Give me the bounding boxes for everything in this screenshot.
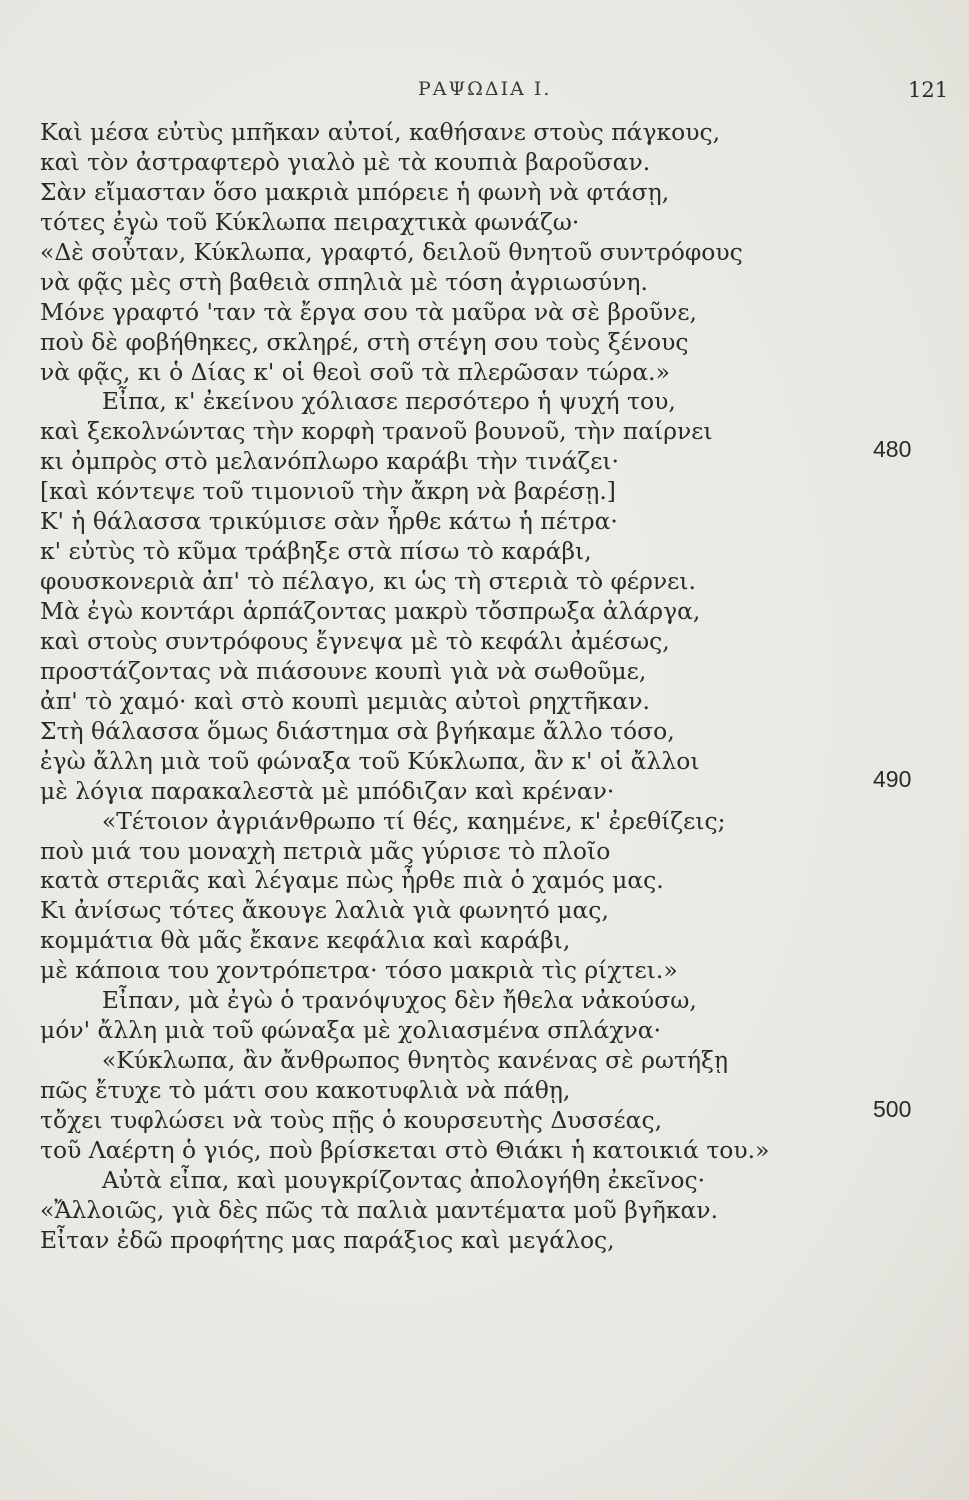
verse-line: Μόνε γραφτό 'ταν τὰ ἔργα σου τὰ μαῦρα νὰ σὲ βροῦνε,	[40, 297, 697, 326]
verse-line: μόν' ἄλλη μιὰ τοῦ φώναξα μὲ χολιασμένα σπλάχνα·	[40, 1016, 662, 1045]
verse-line: Στὴ θάλασσα ὅμως διάστημα σὰ βγήκαμε ἄλλο τόσο,	[40, 716, 675, 745]
verse-line: Σὰν εἴμασταν ὅσο μακριὰ μπόρειε ἡ φωνὴ νὰ φτάσῃ,	[40, 177, 670, 206]
verse-line: [καὶ κόντεψε τοῦ τιμονιοῦ τὴν ἄκρη νὰ βαρέσῃ.]	[40, 477, 616, 506]
verse-line: «Δὲ σοὖταν, Κύκλωπα, γραφτό, δειλοῦ θνητοῦ συντρόφους	[40, 237, 743, 266]
verse-block	[40, 118, 870, 1256]
verse-line: τὄχει τυφλώσει νὰ τοὺς πῇς ὁ κουρσευτὴς Δυσσέας,	[40, 1105, 663, 1134]
verse-line: κατὰ στεριᾶς καὶ λέγαμε πὼς ἦρθε πιὰ ὁ χαμός μας.	[40, 866, 664, 895]
verse-line: μὲ κάποια του χοντρόπετρα· τόσο μακριὰ τὶς ρίχτει.»	[40, 956, 678, 985]
verse-line: Κ' ἡ θάλασσα τρικύμισε σὰν ἦρθε κάτω ἡ πέτρα·	[40, 507, 618, 536]
verse-line: ἀπ' τὸ χαμό· καὶ στὸ κουπὶ μεμιὰς αὐτοὶ ρηχτῆκαν.	[40, 686, 650, 715]
verse-line: τότες ἐγὼ τοῦ Κύκλωπα πειραχτικὰ φωνάζω·	[40, 207, 580, 236]
verse-line: νὰ φᾷς μὲς στὴ βαθειὰ σπηλιὰ μὲ τόση ἀγριωσύνη.	[40, 267, 648, 296]
line-number: 490	[873, 766, 912, 792]
verse-line: προστάζοντας νὰ πιάσουνε κουπὶ γιὰ νὰ σωθοῦμε,	[40, 656, 647, 685]
page-number: 121	[908, 78, 949, 102]
verse-line: Εἶταν ἐδῶ προφήτης μας παράξιος καὶ μεγάλος,	[40, 1225, 615, 1254]
verse-line: ποὺ δὲ φοβήθηκες, σκληρέ, στὴ στέγη σου τοὺς ξένους	[40, 327, 689, 356]
verse-line: νὰ φᾷς, κι ὁ Δίας κ' οἱ θεοὶ σοῦ τὰ πλερῶσαν τώρα.»	[40, 357, 670, 386]
verse-line: μὲ λόγια παρακαλεστὰ μὲ μπόδιζαν καὶ κρέναν·	[40, 776, 615, 805]
verse-line: τοῦ Λαέρτη ὁ γιός, ποὺ βρίσκεται στὸ Θιάκι ἡ κατοικιά του.»	[40, 1135, 770, 1164]
verse-line: κι ὀμπρὸς στὸ μελανόπλωρο καράβι τὴν τινάζει·	[40, 447, 619, 476]
verse-line: Αὐτὰ εἶπα, καὶ μουγκρίζοντας ἀπολογήθη ἐκεῖνος·	[101, 1165, 706, 1194]
verse-line: πῶς ἔτυχε τὸ μάτι σου κακοτυφλιὰ νὰ πάθῃ,	[40, 1076, 571, 1104]
verse-line: Εἶπα, κ' ἐκείνου χόλιασε περσότερο ἡ ψυχή του,	[101, 387, 676, 416]
verse-line: ποὺ μιά του μοναχὴ πετριὰ μᾶς γύρισε τὸ πλοῖο	[40, 836, 611, 865]
verse-line: «Ἄλλοιῶς, γιὰ δὲς πῶς τὰ παλιὰ μαντέματα μοῦ βγῆκαν.	[40, 1195, 719, 1224]
verse-line: κ' εὐτὺς τὸ κῦμα τράβηξε στὰ πίσω τὸ καράβι,	[40, 537, 592, 566]
verse-line: Εἶπαν, μὰ ἐγὼ ὁ τρανόψυχος δὲν ἤθελα νἀκούσω,	[101, 986, 697, 1015]
verse-line: Κι ἀνίσως τότες ἄκουγε λαλιὰ γιὰ φωνητό μας,	[40, 896, 609, 925]
verse-line: κομμάτια θὰ μᾶς ἔκανε κεφάλια καὶ καράβι,	[40, 926, 571, 955]
verse-line: Μὰ ἐγὼ κοντάρι ἁρπάζοντας μακρὺ τὄσπρωξα ἀλάργα,	[40, 597, 701, 625]
verse-line: καὶ ξεκολνώντας τὴν κορφὴ τρανοῦ βουνοῦ, τὴν παίρνει	[40, 417, 713, 446]
verse-line: καὶ τὸν ἀστραφτερὸ γιαλὸ μὲ τὰ κουπιὰ βαροῦσαν.	[40, 147, 651, 176]
verse-line: «Τέτοιον ἀγριάνθρωπο τί θές, καημένε, κ' ἐρεθίζεις;	[101, 806, 726, 835]
page-header	[0, 78, 969, 108]
verse-line: «Κύκλωπα, ἂν ἄνθρωπος θνητὸς κανένας σὲ ρωτήξῃ	[101, 1046, 728, 1075]
verse-line: φουσκονεριὰ ἀπ' τὸ πέλαγο, κι ὡς τὴ στεριὰ τὸ φέρνει.	[40, 567, 696, 596]
verse-line: καὶ στοὺς συντρόφους ἔγνεψα μὲ τὸ κεφάλι ἀμέσως,	[40, 626, 670, 655]
running-head: ΡΑΨΩΔΙΑ Ι.	[418, 78, 552, 100]
line-number: 480	[873, 436, 912, 462]
line-number: 500	[873, 1096, 912, 1122]
verse-line: Καὶ μέσα εὐτὺς μπῆκαν αὐτοί, καθήσανε στοὺς πάγκους,	[40, 118, 721, 146]
verse-line: ἐγὼ ἄλλη μιὰ τοῦ φώναξα τοῦ Κύκλωπα, ἂν κ' οἱ ἄλλοι	[40, 746, 700, 775]
